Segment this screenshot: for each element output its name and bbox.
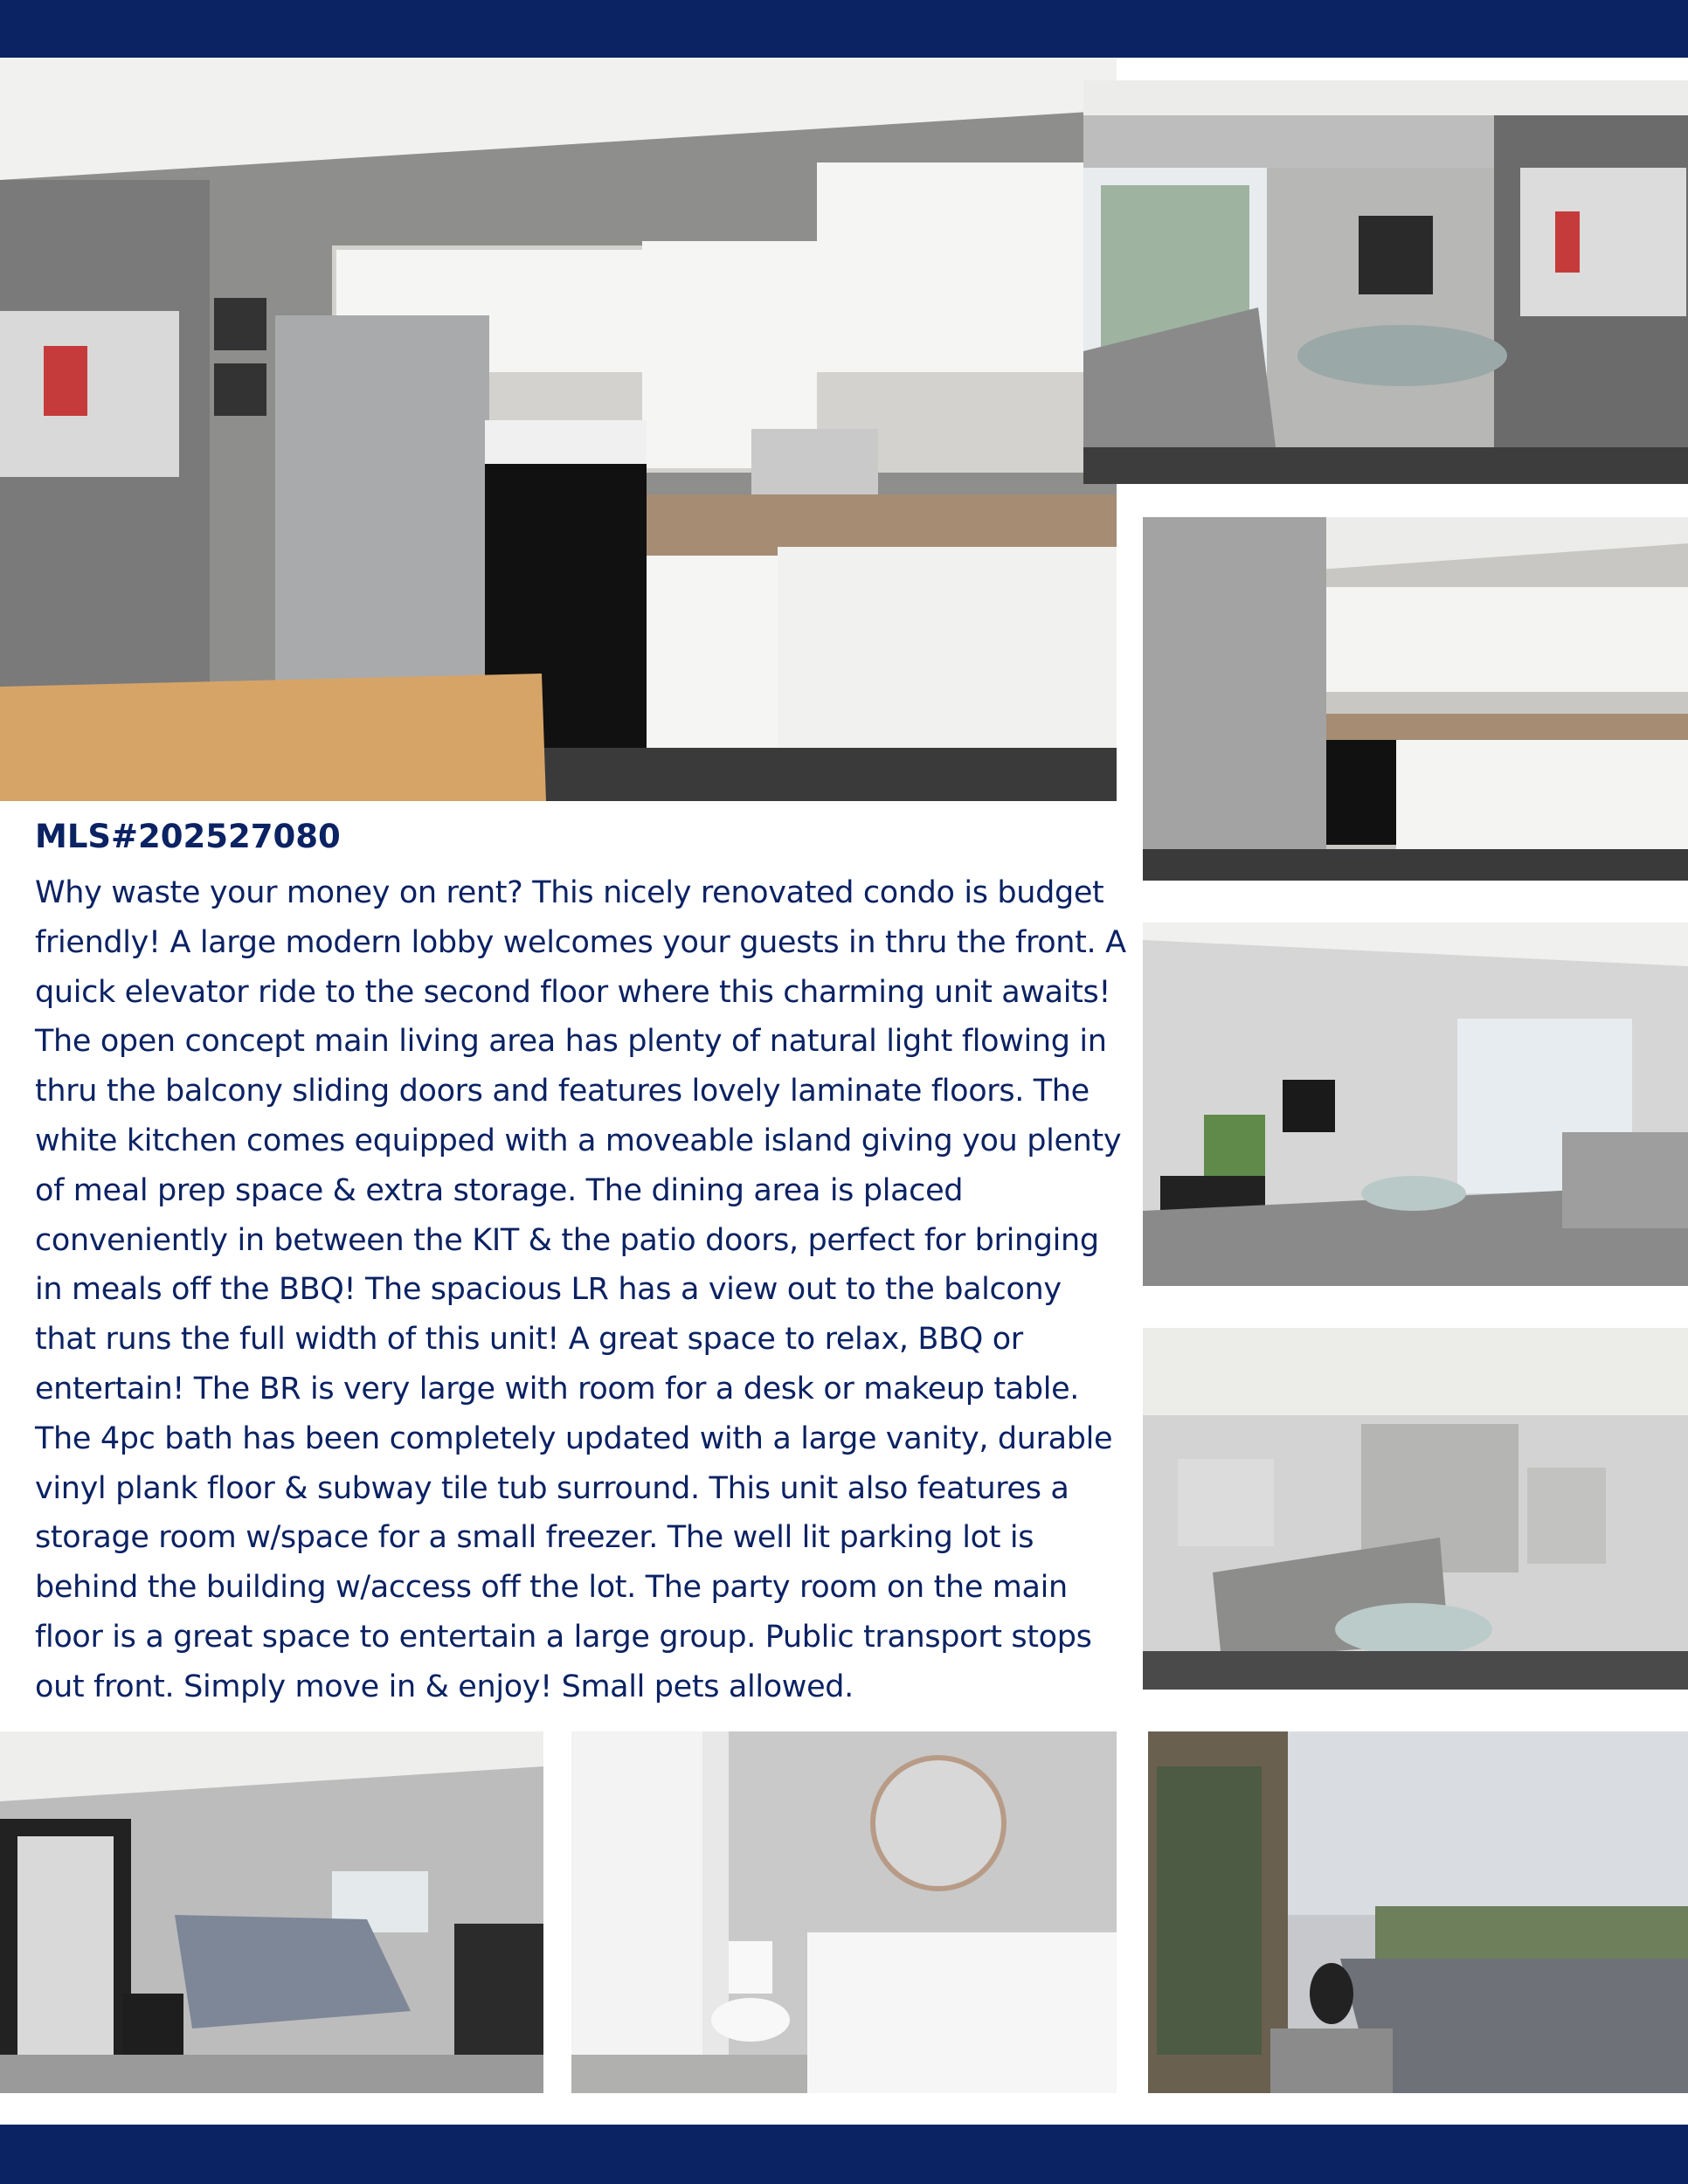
balcony-photo — [1148, 1731, 1688, 2093]
listing-description: Why waste your money on rent? This nicely renovated condo is budget friendly! A large modern lobby welcomes your guests in thru the front. A quick elevator ride to the second floor where this charming unit awaits! The open concept main living area has plenty of natural light flowing in thru the balcony sliding doors and features lovely laminate floors. The white kitchen comes equipped with a moveable island giving you plenty of meal prep space & extra storage. The dining area is placed conveniently in between the KIT & the patio doors, perfect for bringing in meals off the BBQ! The spacious LR has a view out to the balcony that runs the full width of this unit! A great space to relax, BBQ or entertain! The BR is very large with room for a desk or makeup table. The 4pc bath has been completely updated with a large vanity, durable vinyl plank floor & subway tile tub surround. This unit also features a storage room w/space for a small freezer. The well lit parking lot is behind the building w/access off the lot. The party room on the main floor is a great space to entertain a large group. Public transport stops out front. Simply move in & enjoy! Small pets allowed. — [35, 875, 1126, 1704]
mls-number: MLS#202527080 — [35, 818, 341, 855]
header-band — [0, 0, 1688, 58]
dining-room-photo — [1083, 80, 1688, 484]
footer-band — [0, 2125, 1688, 2184]
kitchen-second-photo — [1143, 517, 1688, 881]
bedroom-photo — [0, 1731, 543, 2093]
kitchen-main-photo — [0, 58, 1117, 801]
living-dining-photo — [1143, 1328, 1688, 1690]
bathroom-photo — [571, 1731, 1117, 2093]
living-room-photo — [1143, 923, 1688, 1286]
